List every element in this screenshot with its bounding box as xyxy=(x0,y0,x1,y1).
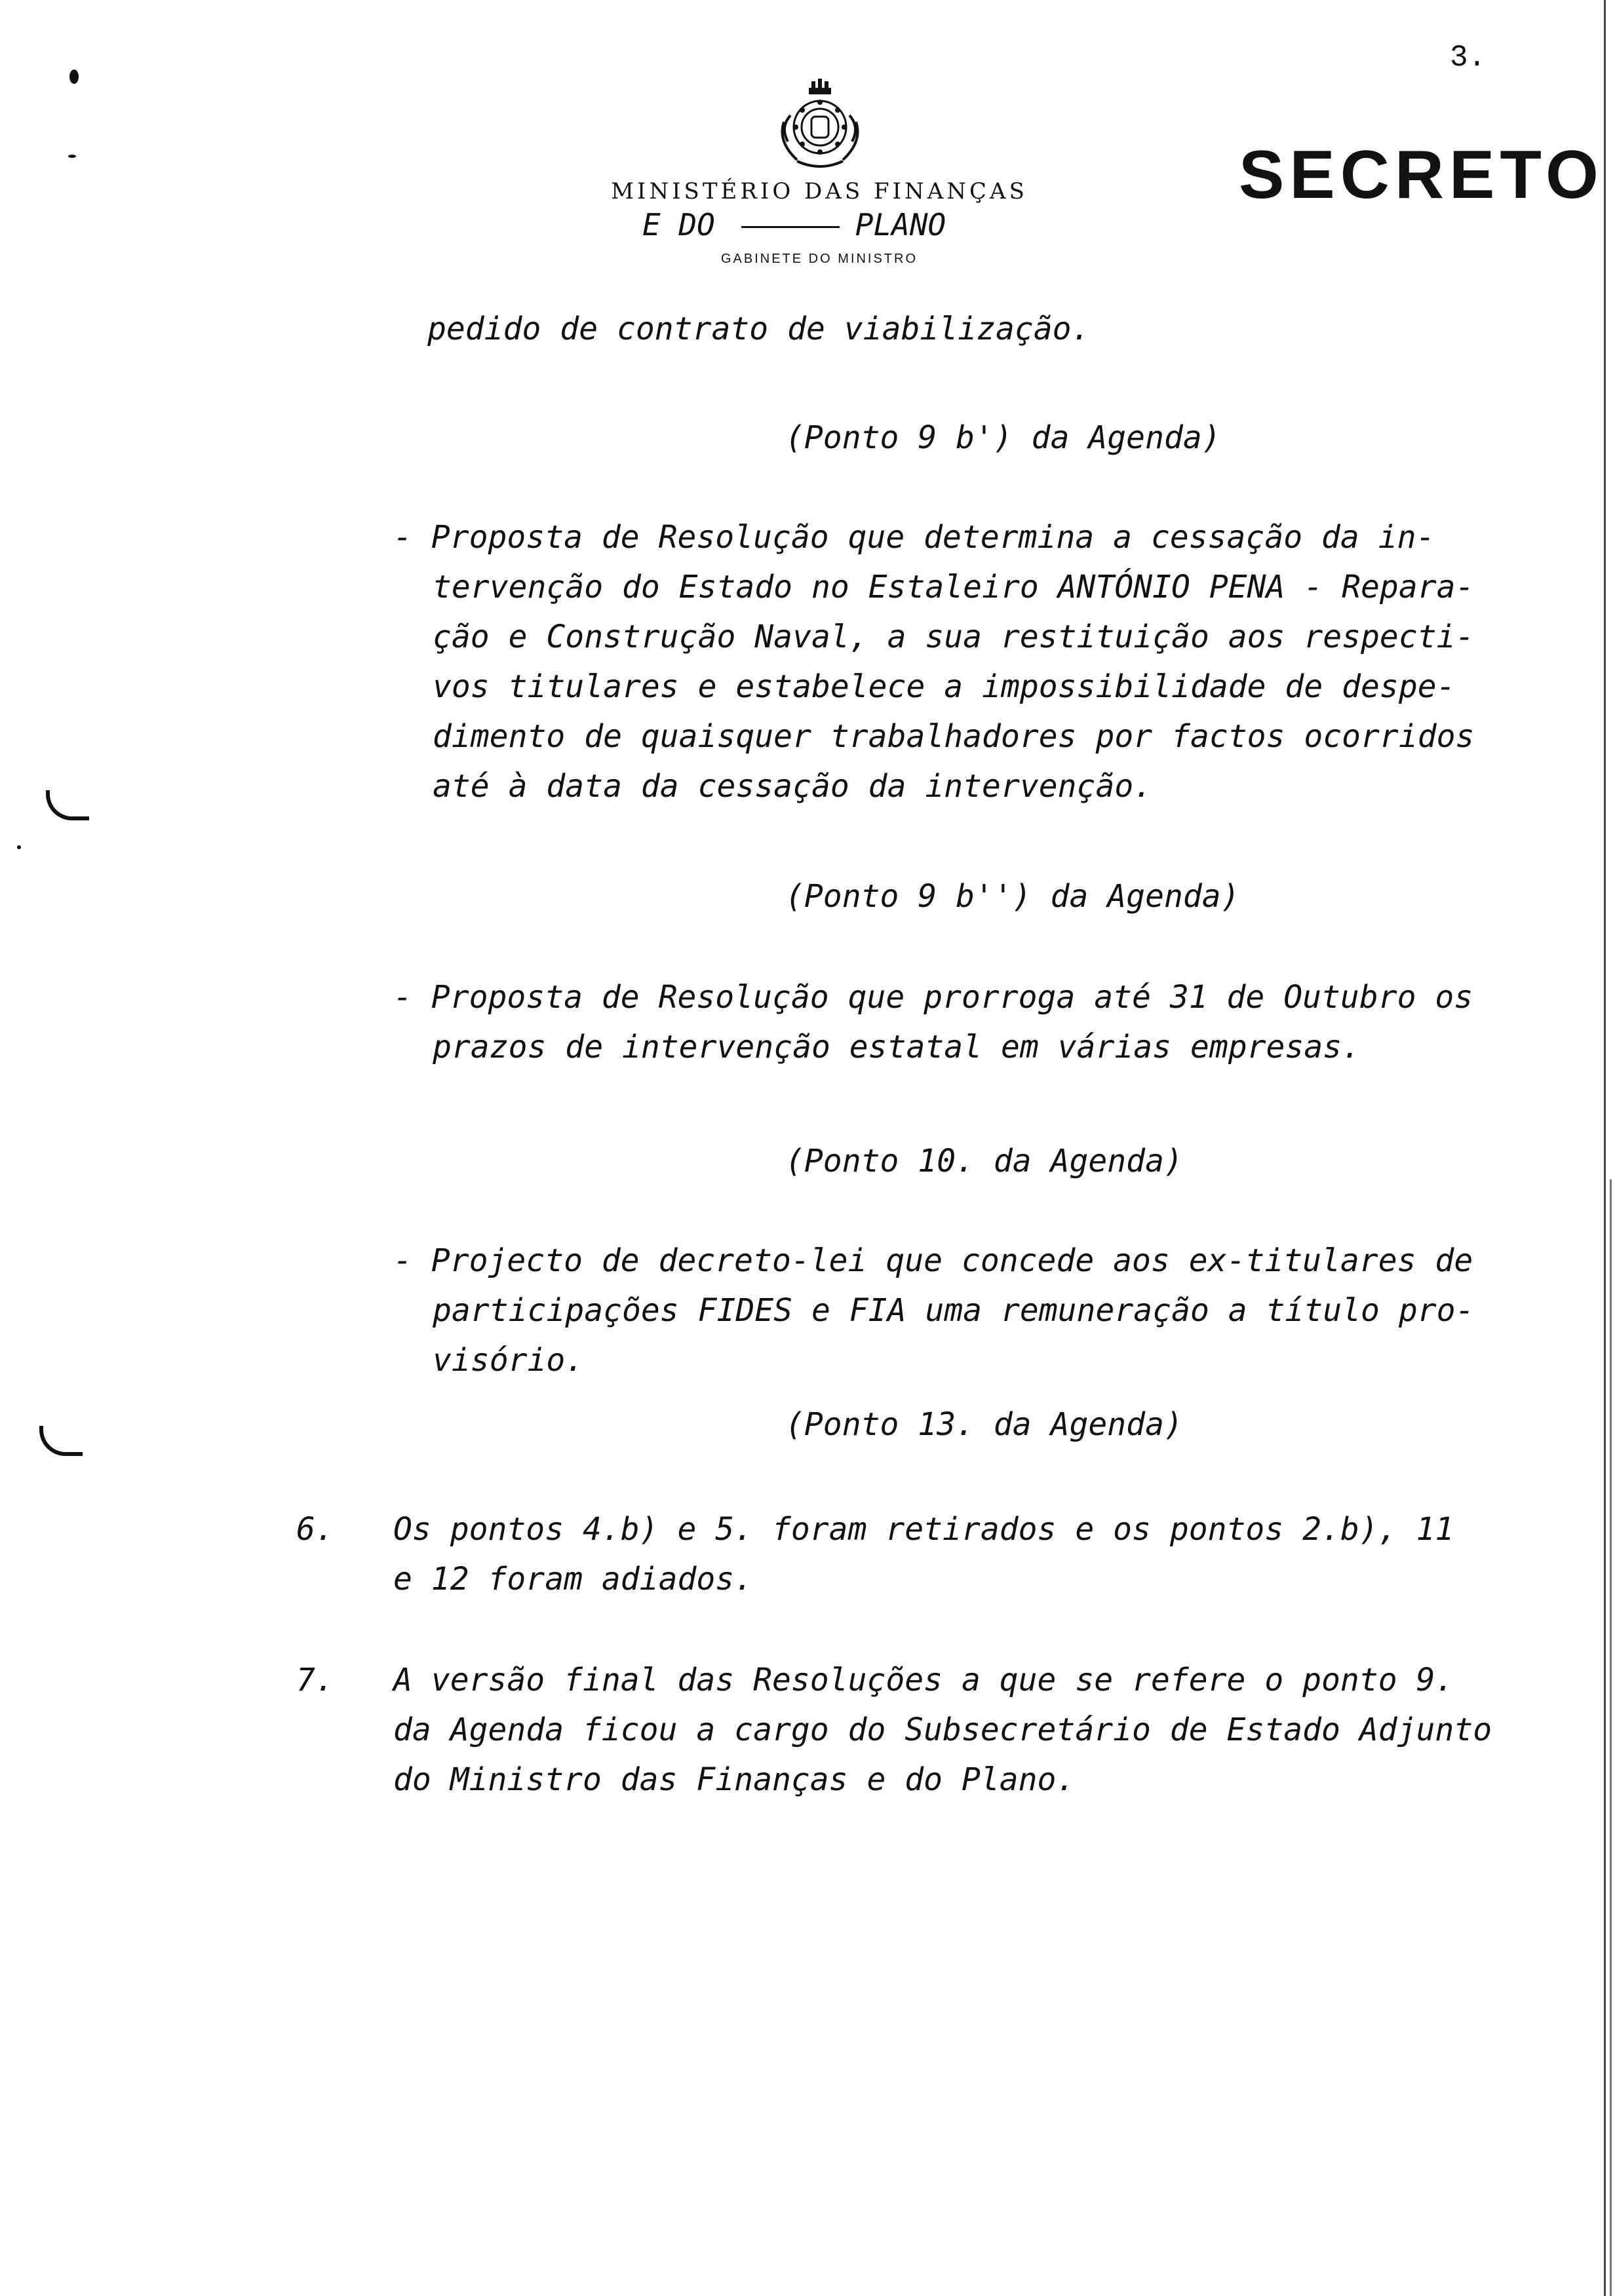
margin-mark xyxy=(69,69,79,84)
point-number: 7. xyxy=(296,1662,334,1698)
intro-line: pedido de contrato de viabilização. xyxy=(427,311,1091,347)
item-line: ção e Construção Naval, a sua restituição aos respecti- xyxy=(433,619,1475,655)
agenda-ref: (Ponto 13. da Agenda) xyxy=(785,1406,1183,1443)
hole-punch-mark xyxy=(39,1426,83,1456)
point-number: 6. xyxy=(296,1511,334,1548)
ministry-subtitle-right: PLANO xyxy=(855,207,946,242)
item-line: - Proposta de Resolução que determina a cessação da in- xyxy=(393,519,1435,556)
agenda-ref: (Ponto 9 b') da Agenda) xyxy=(785,419,1221,456)
item-line: vos titulares e estabelece a impossibilidade de despe- xyxy=(433,668,1456,705)
blank-line xyxy=(741,226,840,228)
ministry-subtitle xyxy=(642,207,946,242)
item-line: participações FIDES e FIA uma remuneração a título pro- xyxy=(433,1292,1475,1329)
item-line: visório. xyxy=(433,1342,585,1379)
page-number: 3. xyxy=(1450,41,1487,75)
ministry-subtitle-left: E DO xyxy=(642,207,715,242)
agenda-ref: (Ponto 10. da Agenda) xyxy=(785,1143,1183,1179)
item-line: - Proposta de Resolução que prorroga até 31 de Outubro os xyxy=(393,979,1473,1016)
point-line: da Agenda ficou a cargo do Subsecretário de Estado Adjunto xyxy=(393,1712,1492,1748)
margin-mark xyxy=(17,845,21,849)
classification-stamp: SECRETO xyxy=(1239,137,1604,213)
item-line: tervenção do Estado no Estaleiro ANTÓNIO PENA - Repara- xyxy=(433,569,1475,605)
point-line: do Ministro das Finanças e do Plano. xyxy=(393,1761,1076,1798)
hole-punch-mark xyxy=(46,790,89,820)
item-line: dimento de quaisquer trabalhadores por factos ocorridos xyxy=(433,718,1475,755)
ministry-name: MINISTÉRIO DAS FINANÇAS xyxy=(611,178,1028,204)
point-line: e 12 foram adiados. xyxy=(393,1561,754,1598)
cabinet-label: GABINETE DO MINISTRO xyxy=(720,252,918,266)
point-line: A versão final das Resoluções a que se refere o ponto 9. xyxy=(393,1662,1454,1698)
page-edge-line-secondary xyxy=(1610,1179,1612,2296)
item-line: - Projecto de decreto-lei que concede aos ex-titulares de xyxy=(393,1242,1473,1279)
coat-of-arms-icon xyxy=(771,76,869,174)
page-edge-line xyxy=(1604,0,1606,2296)
item-line: prazos de intervenção estatal em várias empresas. xyxy=(433,1029,1361,1065)
item-line: até à data da cessação da intervenção. xyxy=(433,768,1153,805)
agenda-ref: (Ponto 9 b'') da Agenda) xyxy=(785,878,1240,915)
margin-mark xyxy=(68,155,76,158)
point-line: Os pontos 4.b) e 5. foram retirados e os pontos 2.b), 11 xyxy=(393,1511,1454,1548)
